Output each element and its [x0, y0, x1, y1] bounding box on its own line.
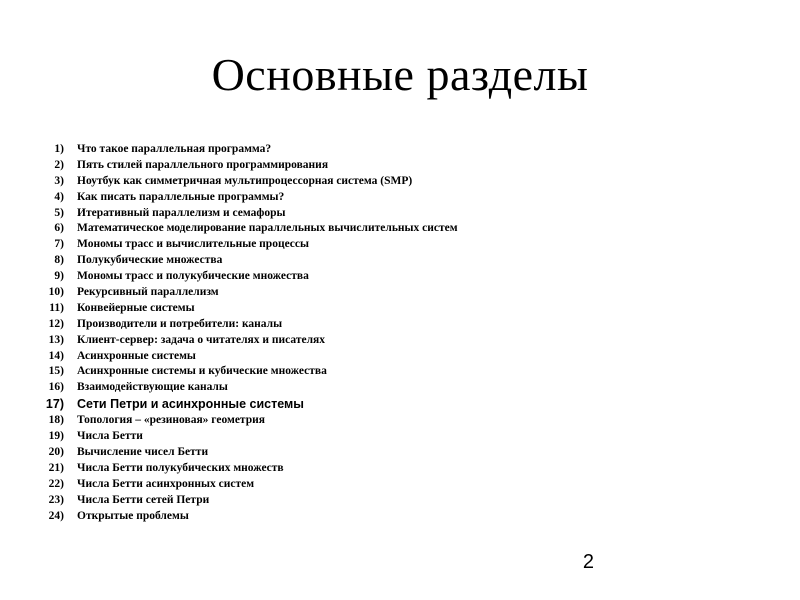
item-text: Как писать параллельные программы?: [77, 190, 285, 203]
item-number: 1): [54, 143, 64, 155]
list-item: [22, 462, 458, 478]
item-text: Вычисление чисел Бетти: [77, 446, 209, 459]
list-item: [22, 446, 458, 462]
topic-list: [22, 143, 458, 525]
item-number: 23): [48, 493, 64, 506]
item-number: 17): [45, 397, 64, 412]
item-number: 8): [54, 254, 64, 267]
item-number: 5): [54, 206, 64, 219]
item-text: Конвейерные системы: [77, 301, 195, 314]
item-text: Клиент-сервер: задача о читателях и писателях: [77, 333, 326, 346]
item-text: Асинхронные системы и кубические множества: [77, 365, 327, 378]
list-item: [22, 365, 458, 381]
item-text: Производители и потребители: каналы: [77, 317, 283, 330]
list-item: [22, 286, 458, 302]
page-number: 2: [582, 551, 594, 573]
item-number: 6): [54, 222, 64, 235]
list-item: [22, 302, 458, 318]
item-number: 15): [48, 365, 64, 378]
item-text: Числа Бетти полукубических множеств: [77, 461, 284, 474]
item-text: Числа Бетти: [77, 430, 143, 443]
item-text: Ноутбук как симметричная мультипроцессорная система (SMP): [77, 174, 413, 187]
item-number: 24): [48, 509, 64, 522]
list-item: [22, 207, 458, 223]
item-number: 3): [54, 174, 64, 187]
list-item: [22, 175, 458, 191]
item-text: Сети Петри и асинхронные системы: [77, 397, 304, 412]
list-item: [22, 270, 458, 286]
list-item: [22, 254, 458, 270]
list-item: [22, 494, 458, 510]
item-number: 9): [54, 270, 64, 283]
item-number: 2): [54, 158, 64, 171]
item-text: Математическое моделирование параллельных вычислительных систем: [77, 222, 458, 235]
item-number: 13): [48, 333, 64, 346]
item-text: Полукубические множества: [77, 254, 223, 267]
item-text: Асинхронные системы: [77, 349, 196, 362]
list-item: [22, 510, 458, 526]
item-number: 16): [48, 381, 64, 394]
list-item: [22, 318, 458, 334]
list-item: [22, 222, 458, 238]
list-item: [22, 381, 458, 397]
item-number: 4): [54, 190, 64, 203]
item-text: Открытые проблемы: [77, 509, 189, 522]
item-text: Пять стилей параллельного программирования: [77, 158, 329, 171]
list-item: [22, 414, 458, 430]
item-number: 20): [48, 446, 64, 459]
list-item: [22, 159, 458, 175]
item-text: Числа Бетти асинхронных систем: [77, 477, 255, 490]
slide-title: Основные разделы: [211, 49, 589, 100]
item-number: 22): [48, 477, 64, 490]
list-item: [22, 397, 458, 414]
item-number: 11): [49, 301, 64, 314]
list-item: [22, 238, 458, 254]
item-text: Мономы трасс и полукубические множества: [77, 270, 309, 283]
item-number: 19): [48, 430, 64, 443]
item-text: Итеративный параллелизм и семафоры: [77, 206, 286, 219]
item-number: 14): [48, 349, 64, 362]
item-text: Числа Бетти сетей Петри: [77, 493, 210, 506]
list-item: [22, 191, 458, 207]
list-item: [22, 430, 458, 446]
item-text: Взаимодействующие каналы: [77, 381, 228, 394]
item-number: 10): [48, 286, 64, 299]
item-number: 7): [54, 238, 64, 251]
item-text: Что такое параллельная программа?: [77, 143, 272, 155]
list-item: [22, 143, 458, 159]
list-item: [22, 350, 458, 366]
item-text: Мономы трасс и вычислительные процессы: [77, 238, 309, 251]
item-number: 12): [48, 317, 64, 330]
item-number: 21): [48, 461, 64, 474]
list-item: [22, 334, 458, 350]
list-item: [22, 478, 458, 494]
item-number: 18): [48, 414, 64, 427]
item-text: Рекурсивный параллелизм: [77, 286, 219, 299]
item-text: Топология – «резиновая» геометрия: [77, 414, 265, 427]
